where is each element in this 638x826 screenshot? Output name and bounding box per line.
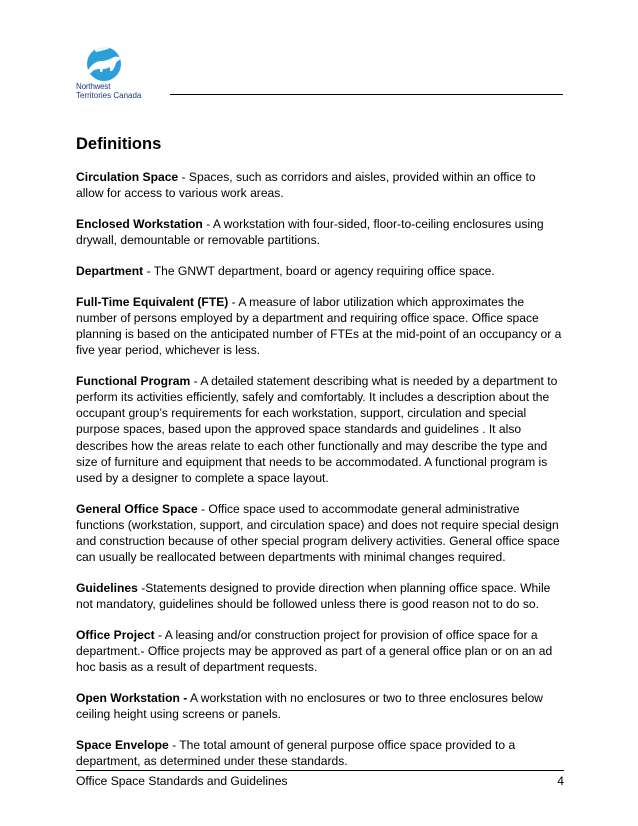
definition-entry: [76, 690, 566, 722]
footer-page-number: 4: [557, 774, 564, 788]
definition-text: - A measure of labor utilization which approximates the number of persons employed by a department and requiring office space. Office space planning is based on the anticipated number of FTEs at the mid-point of an occupancy or a five year period, whichever is less.: [76, 294, 562, 358]
definition-term: Functional Program: [76, 373, 191, 388]
definition-entry: [76, 263, 566, 279]
page-title: Definitions: [76, 135, 162, 153]
definition-entry: [76, 580, 566, 612]
definition-term: Circulation Space: [76, 170, 179, 184]
header-rule: [170, 94, 563, 95]
logo-text-territories-word: Territories: [76, 91, 112, 100]
logo-text-territories: [76, 91, 141, 100]
definition-entry: [76, 501, 566, 566]
footer-rule: [76, 770, 564, 771]
definition-term: Department: [76, 263, 144, 278]
definition-term: Enclosed Workstation: [76, 216, 203, 231]
definition-entry: [76, 216, 566, 248]
definition-term: Office Project: [76, 627, 155, 642]
definition-text: - The total amount of general purpose office space provided to a department, as determined under these standards.: [76, 737, 516, 769]
definition-entry: [76, 169, 566, 201]
footer-document-title: Office Space Standards and Guidelines: [76, 774, 288, 788]
definition-term: Guidelines: [76, 581, 138, 596]
polar-bear-logo-icon: [82, 44, 126, 84]
definition-text: A workstation with no enclosures or two to three enclosures below ceiling height using screens or panels.: [76, 691, 543, 722]
gnwt-logo: [74, 44, 174, 106]
definition-text: - Spaces, such as corridors and aisles, provided within an office to allow for access to various work areas.: [76, 170, 536, 201]
logo-text-canada: Canada: [113, 91, 142, 100]
definition-entry: [76, 373, 566, 486]
definition-term: Open Workstation -: [76, 691, 188, 706]
definition-term: Full-Time Equivalent (FTE): [76, 294, 229, 309]
definition-text: -Statements designed to provide direction when planning office space. While not mandatory, guidelines should be followed unless there is good reason not to do so.: [76, 581, 551, 612]
definition-entry: [76, 737, 566, 769]
definition-text: - A detailed statement describing what is needed by a department to perform its activities efficiently, safely and comfortably. It includes a description about the occupant group’s requirements for each workstation, support, circulation and special purpose spaces, based upon the approved space standards and guidelines . It also describes how the areas relate to each other functionally and may describe the type and size of furniture and equipment that needs to be accommodated. A functional program is used by a designer to complete a space layout.: [76, 373, 558, 486]
definition-text: - A workstation with four-sided, floor-to-ceiling enclosures using drywall, demountable or removable partitions.: [76, 216, 544, 248]
definition-entry: [76, 294, 566, 359]
definition-term: General Office Space: [76, 501, 198, 516]
definition-text: - Office space used to accommodate general administrative functions (workstation, support, and circulation space) and does not require special design and construction because of other special program delivery activities. General office space can usually be reallocated between departments with minimal changes required.: [76, 501, 560, 565]
definition-text: - The GNWT department, board or agency requiring office space.: [143, 263, 495, 278]
definitions-section: [76, 133, 566, 784]
definition-entry: [76, 627, 566, 676]
definition-text: - A leasing and/or construction project for provision of office space for a department.- Office projects may be approved as part of a general office plan or on an ad hoc basis as a result of department requests.: [76, 627, 553, 675]
definition-term: Space Envelope: [76, 737, 169, 752]
logo-text-northwest: Northwest: [76, 82, 111, 91]
